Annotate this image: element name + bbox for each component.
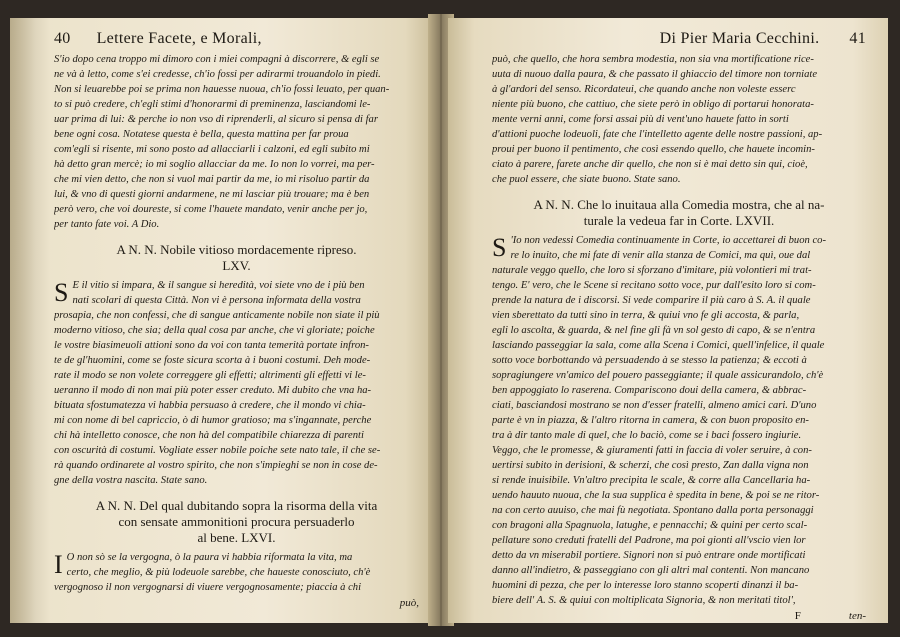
text-line: vien sberettato da tutti sino in terra, & quiui vno fe gli accosta, & parla, [492, 310, 800, 321]
text-line: ben appoggiato lo raserena. Compariscono doui della camera, & abbrac- [492, 385, 807, 396]
text-line: bituata sfostumatezza vi habbia persuaso à credere, che il mondo vi chia- [54, 400, 366, 411]
text-line: bene ogni cosa. Notatese questa è bella, questa mattina per far proua [54, 129, 349, 140]
left-folio: 40 [54, 30, 71, 47]
letter-65-dropcap: S [54, 278, 69, 307]
text-line: Veggo, che le promesse, & giuramenti fatti in faccia di voler seruire, à con- [492, 445, 812, 456]
left-page [10, 18, 435, 623]
text-line: mi con nome di bel capriccio, ò di humor gratioso; ma s'ingannate, perche [54, 415, 372, 426]
text-line: tengo. E' vero, che le Scene si recitano sotto voce, pur dall'esito loro si com- [492, 280, 816, 291]
text-line: tra à dir tanto male di quel, che lo baciò, come se i baci fossero ingiurie. [492, 430, 802, 441]
text-line: prosapia, che non confessi, che di sangue anticamente nobile non siate il più [54, 310, 380, 321]
text-line: parte è vn in piazza, & l'altro ritorna in camera, & con buon proposito en- [492, 415, 809, 426]
letter-67-dropcap: S [492, 233, 507, 262]
text-line: pellature sono creduti fratelli del Padrone, ma poi gionti all'vscio vien lor [492, 535, 806, 546]
text-line: hà detto gran mercè; io mi soglio allacciar da me. Io non lo vorrei, ma per- [54, 159, 375, 170]
text-line: sotto voce borbottando và persuadendo à se stesso la patienza; & eccoti à [492, 355, 807, 366]
text-line: le vostre biasimeuoli attioni sono da voi con tanta temerità portate infron- [54, 340, 369, 351]
text-line: nati scolari di questa Città. Non vi è persona informata della vostra [72, 295, 361, 306]
text-line: uendo hauuto nuoua, che la sua supplica è spedita in bene, & poi se ne ritor- [492, 490, 820, 501]
left-running-head [54, 30, 419, 52]
text-line: per tanto fate voi. A Dio. [54, 219, 160, 230]
text-line: danno all'indietro, & passeggiano con gli altri mal contenti. Non mancano [492, 565, 810, 576]
text-line: huomini di pezza, che per lo interesse loro stanno scoperti dinanzi il ba- [492, 580, 799, 591]
signature-mark: F [794, 610, 801, 622]
letter-66-dropcap: I [54, 550, 63, 579]
heading-line: A N. N. Che lo inuitaua alla Comedia mostra, che al na- [533, 197, 825, 212]
text-line: ciato à parere, farete anche dir quello, che non si è mai detto sin qui, cioè, [492, 159, 808, 170]
text-line: uuta di nuouo dalla paura, & che passato il ghiaccio del timore non torniate [492, 69, 818, 80]
text-line: può, che quello, che hora sembra modestia, non sia vna mortificatione rice- [492, 54, 814, 65]
heading-line: al bene. LXVI. [197, 530, 276, 545]
text-line: che mi vien detto, che non si vuol mai partir da me, io mi risoluo partir da [54, 174, 370, 185]
text-line: ueranno il modo di non mai più poter esser creduto. Mi dubito che vna ha- [54, 385, 372, 396]
letter-65-heading [54, 242, 419, 274]
letter-66-heading [54, 498, 419, 546]
text-line: chi hà intelletto conosce, che non hà del compatibile chiarezza di parenti [54, 430, 364, 441]
letter-66-tail [492, 52, 866, 187]
text-line: egli lo ascolta, & guarda, & nel fine gli fà vn sol gesto di capo, & se n'entra [492, 325, 816, 336]
right-catchword: ten- [848, 610, 866, 622]
text-line: na con certo auuiso, che mai fù negotiata. Spontano dalla porta personaggi [492, 505, 814, 516]
heading-line: con sensate ammonitioni procura persuaderlo [118, 514, 355, 529]
left-catchword: può, [399, 597, 419, 609]
text-line: gne della vostra nascita. State sano. [54, 475, 208, 486]
text-line: com'egli si risente, mi sono posto ad allacciarli i calzoni, ed egli subito mi [54, 144, 370, 155]
text-line: 'Io non vedessi Comedia continuamente in Corte, io accettarei di buon co- [510, 235, 826, 246]
text-line: detto da vn miserabil portiere. Signori non si può entrare onde mortificati [492, 550, 806, 561]
right-page [448, 18, 888, 623]
text-line: certo, che meglio, & più lodeuole sarebbe, che haueste conosciuto, ch'è [66, 567, 371, 578]
text-line: uertirsi subito in derisioni, & scherzi, che così presto, Zan dalla vigna non [492, 460, 809, 471]
letter-67-body [492, 233, 866, 608]
text-line: à gl'ardori del senso. Ricordateui, che quando anche non voleste esserc [492, 84, 796, 95]
heading-line: LXV. [222, 258, 251, 273]
text-line: moderno vitioso, che sia; della qual cosa par anche, che vi gloriate; poiche [54, 325, 375, 336]
heading-line: A N. N. Del qual dubitando sopra la risorma della vita [95, 498, 378, 513]
text-line: prende la natura de i discorsi. Si vede comparire il più caro à S. A. il quale [492, 295, 811, 306]
text-line: però vero, che voi doureste, si come l'hauete mandato, venir anche per jo, [54, 204, 368, 215]
right-running-head [492, 30, 866, 52]
letter-65-body [54, 278, 419, 488]
text-line: niente più buono, che cattiuo, che siete però in obligo di portarui honorata- [492, 99, 814, 110]
text-line: ne và à letto, come s'ei credesse, ch'io fossi per adirarmi trouandolo in piedi. [54, 69, 381, 80]
text-line: ciati, basciandosi mostrano se non d'esser fratelli, almeno amici cari. D'uno [492, 400, 817, 411]
text-line: con bragoni alla Spagnuola, latughe, e pennacchi; & quini per certo scal- [492, 520, 808, 531]
text-line: lui, & vno di questi giorni andarmene, ne mi lasciar più trouare; ma è ben [54, 189, 370, 200]
text-line: re lo inuito, che mi fate di venir alla stanza de Comici, ma quì, oue dal [510, 250, 811, 261]
text-line: d'attioni puoche lodeuoli, fate che l'intelletto agente delle nostre passioni, ap- [492, 129, 823, 140]
text-line: proui per buono il pentimento, che così essendo quello, che hauete incomin- [492, 144, 815, 155]
letter-65-tail [54, 52, 419, 232]
text-line: te de gl'huomini, come se foste sicura scorta à i buoni costumi. Deh mode- [54, 355, 371, 366]
text-line: che puol essere, che siate buono. State sano. [492, 174, 681, 185]
text-line: mente verni anni, come forsi assai più di vent'uno hauete fatto in sorti [492, 114, 789, 125]
text-line: E il vitio si impara, & il sangue si heredità, voi siete vno de i più ben [72, 280, 365, 291]
text-line: con oscurità di costumi. Vogliate esser nobile poiche sete nato tale, il che se- [54, 445, 381, 456]
text-line: rà quando ordinarete al vostro spirito, che non s'impieghi se non in cose de- [54, 460, 378, 471]
text-line: S'io dopo cena troppo mi dimoro con i miei compagni à discorrere, & egli se [54, 54, 380, 65]
text-line: biere dell' A. S. & quiui con moltiplicata Signoria, & non meritati titol', [492, 595, 796, 606]
text-line: O non sò se la vergogna, ò la paura vi habbia riformata la vita, ma [66, 552, 353, 563]
right-running-title: Di Pier Maria Cecchini. [659, 30, 820, 47]
heading-line: turale la vedeua far in Corte. LXVII. [583, 213, 775, 228]
letter-67-heading [492, 197, 866, 229]
right-folio: 41 [849, 30, 866, 47]
text-line: naturale veggo quello, che loro si sforzano d'imitare, più volontieri mi trat- [492, 265, 812, 276]
heading-line: A N. N. Nobile vitioso mordacemente ripreso. [116, 242, 357, 257]
right-footer [492, 610, 866, 622]
letter-66-body [54, 550, 419, 595]
text-line: rate il modo se non volete correggere gli effetti; altrimenti gli effetti vi le- [54, 370, 366, 381]
text-line: vergognoso il non vergognarsi di viuere vergognosamente; piaccia à chi [54, 582, 362, 593]
text-line: uar prima di lui: & perche io non vso di riprenderli, al sicuro si pensa di far [54, 114, 378, 125]
text-line: Non si leuarebbe poi se prima non hauesse nuoua, ch'io fossi leuato, per quan- [54, 84, 390, 95]
text-line: sopragiungere vn'amico del pouero passeggiante; il quale assicurandolo, ch'è [492, 370, 824, 381]
left-running-title: Lettere Facete, e Morali, [96, 30, 262, 47]
text-line: to si può credere, ch'egli stimi d'honorarmi di preminenza, lasciandomi le- [54, 99, 371, 110]
text-line: si rende inuisibile. Vn'altro precipita le scale, & corre alla Cancellaria ha- [492, 475, 811, 486]
text-line: lasciando passeggiar la sala, come alla Scena i Comici, quell'infelice, il quale [492, 340, 825, 351]
